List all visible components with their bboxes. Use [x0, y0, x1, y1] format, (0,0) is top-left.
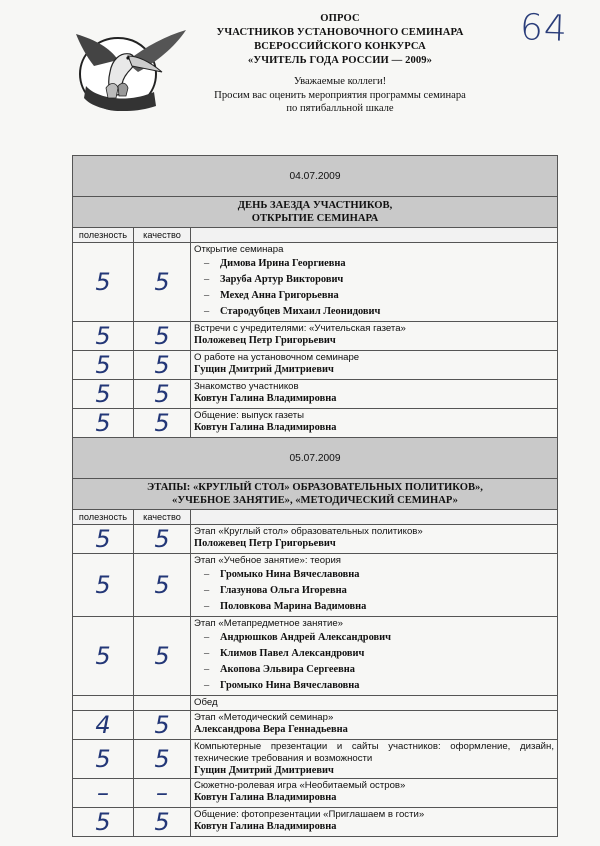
table-row: [73, 409, 558, 438]
event-title: Компьютерные презентации и сайты участников: оформление, дизайн, технические требования и возможности: [194, 741, 554, 764]
quality-score[interactable]: 5: [134, 525, 191, 554]
event-cell: [191, 351, 558, 380]
speaker: – Акопова Эльвира Сергеевна: [194, 662, 554, 678]
table-row: [73, 779, 558, 808]
day-title: [73, 197, 558, 228]
quality-score[interactable]: 5: [134, 808, 191, 837]
usefulness-score[interactable]: 5: [73, 525, 134, 554]
table-row: [73, 351, 558, 380]
usefulness-score[interactable]: 5: [73, 808, 134, 837]
column-header-row: [73, 228, 558, 243]
speaker: – Андрюшков Андрей Александрович: [194, 630, 554, 646]
day-title-line: ДЕНЬ ЗАЕЗДА УЧАСТНИКОВ,: [237, 200, 393, 211]
col-event: [191, 228, 558, 243]
event-title: Этап «Метапредметное занятие»: [194, 618, 343, 629]
speaker: Положевец Петр Григорьевич: [194, 335, 336, 346]
header-line: УЧАСТНИКОВ УСТАНОВОЧНОГО СЕМИНАРА: [216, 27, 464, 38]
usefulness-score[interactable]: 5: [73, 243, 134, 322]
quality-score[interactable]: 5: [134, 409, 191, 438]
day-title: [73, 479, 558, 510]
table-row: [73, 554, 558, 617]
event-cell: [191, 525, 558, 554]
table-row: [73, 380, 558, 409]
quality-score[interactable]: 5: [134, 351, 191, 380]
quality-score[interactable]: 5: [134, 243, 191, 322]
event-cell: [191, 243, 558, 322]
day-title-row: [73, 479, 558, 510]
speaker: – Громыко Нина Вячеславовна: [194, 567, 554, 583]
event-cell: [191, 380, 558, 409]
survey-table: [72, 155, 558, 837]
usefulness-score: [73, 696, 134, 711]
speaker: Ковтун Галина Владимировна: [194, 422, 337, 433]
day-title-row: [73, 197, 558, 228]
usefulness-score[interactable]: –: [73, 779, 134, 808]
event-title: Этап «Учебное занятие»: теория: [194, 555, 341, 566]
day-date: 05.07.2009: [73, 438, 558, 479]
quality-score[interactable]: 5: [134, 554, 191, 617]
usefulness-score[interactable]: 5: [73, 554, 134, 617]
usefulness-score[interactable]: 4: [73, 711, 134, 740]
event-title: Открытие семинара: [194, 244, 284, 255]
header-line: «УЧИТЕЛЬ ГОДА РОССИИ — 2009»: [247, 55, 433, 66]
speaker: – Глазунова Ольга Игоревна: [194, 583, 554, 599]
day-title-line: «УЧЕБНОЕ ЗАНЯТИЕ», «МЕТОДИЧЕСКИЙ СЕМИНАР»: [172, 495, 458, 506]
speaker: Положевец Петр Григорьевич: [194, 538, 336, 549]
quality-score[interactable]: 5: [134, 322, 191, 351]
quality-score[interactable]: 5: [134, 711, 191, 740]
usefulness-score[interactable]: 5: [73, 322, 134, 351]
col-quality: качество: [134, 510, 191, 525]
usefulness-score[interactable]: 5: [73, 351, 134, 380]
col-usefulness: полезность: [73, 510, 134, 525]
speaker: – Половкова Марина Вадимовна: [194, 599, 554, 615]
event-title: Этап «Методический семинар»: [194, 712, 334, 723]
speaker: – Димова Ирина Георгиевна: [194, 256, 554, 272]
usefulness-score[interactable]: 5: [73, 740, 134, 779]
speaker: Ковтун Галина Владимировна: [194, 393, 337, 404]
table-row: [73, 696, 558, 711]
col-quality: качество: [134, 228, 191, 243]
table-row: [73, 711, 558, 740]
speaker: – Заруба Артур Викторович: [194, 272, 554, 288]
quality-score: [134, 696, 191, 711]
event-title: Обед: [194, 697, 218, 708]
day-title-line: ЭТАПЫ: «КРУГЛЫЙ СТОЛ» ОБРАЗОВАТЕЛЬНЫХ ПОЛИТИКОВ»,: [147, 482, 483, 493]
header-line: ОПРОС: [320, 13, 360, 24]
quality-score[interactable]: 5: [134, 617, 191, 696]
speaker: – Климов Павел Александрович: [194, 646, 554, 662]
table-row: [73, 243, 558, 322]
event-cell: [191, 779, 558, 808]
speaker: Александрова Вера Геннадьевна: [194, 724, 348, 735]
day-date: 04.07.2009: [73, 156, 558, 197]
event-title: Этап «Круглый стол» образовательных политиков»: [194, 526, 423, 537]
event-cell: [191, 617, 558, 696]
handwritten-page-number: 64: [519, 7, 569, 50]
table-row: [73, 740, 558, 779]
quality-score[interactable]: 5: [134, 740, 191, 779]
col-usefulness: полезность: [73, 228, 134, 243]
speaker: Ковтун Галина Владимировна: [194, 821, 337, 833]
event-title: Встречи с учредителями: «Учительская газета»: [194, 323, 406, 334]
speaker: – Мехед Анна Григорьевна: [194, 288, 554, 304]
col-event: [191, 510, 558, 525]
quality-score[interactable]: –: [134, 779, 191, 808]
header-line: ВСЕРОССИЙСКОГО КОНКУРСА: [254, 41, 426, 52]
usefulness-score[interactable]: 5: [73, 617, 134, 696]
event-title: Сюжетно-ролевая игра «Необитаемый остров»: [194, 780, 406, 792]
event-cell: [191, 554, 558, 617]
day-title-line: ОТКРЫТИЕ СЕМИНАРА: [251, 213, 379, 224]
pelican-logo: [66, 26, 188, 112]
speaker: Гущин Дмитрий Дмитриевич: [194, 364, 334, 375]
event-title: Общение: выпуск газеты: [194, 410, 305, 421]
usefulness-score[interactable]: 5: [73, 380, 134, 409]
date-row: [73, 156, 558, 197]
greeting: Уважаемые коллеги!: [293, 76, 387, 87]
speaker: – Стародубцев Михаил Леонидович: [194, 304, 554, 320]
event-cell: [191, 409, 558, 438]
column-header-row: [73, 510, 558, 525]
event-cell: [191, 808, 558, 837]
event-title: О работе на установочном семинаре: [194, 352, 360, 363]
survey-header: [190, 12, 490, 116]
speaker: Гущин Дмитрий Дмитриевич: [194, 765, 334, 776]
event-cell: [191, 740, 558, 779]
event-cell: [191, 322, 558, 351]
speaker: Ковтун Галина Владимировна: [194, 792, 337, 804]
quality-score[interactable]: 5: [134, 380, 191, 409]
date-row: [73, 438, 558, 479]
event-title: Знакомство участников: [194, 381, 299, 392]
request-line: Просим вас оценить мероприятия программы семинара: [214, 89, 466, 101]
table-row: [73, 525, 558, 554]
event-cell: [191, 711, 558, 740]
speaker: – Громыко Нина Вячеславовна: [194, 678, 554, 694]
usefulness-score[interactable]: 5: [73, 409, 134, 438]
event-title: Общение: фотопрезентации «Приглашаем в гости»: [194, 809, 425, 821]
table-row: [73, 808, 558, 837]
table-row: [73, 617, 558, 696]
table-row: [73, 322, 558, 351]
intro-text: [190, 75, 490, 116]
request-line: по пятибалльной шкале: [286, 103, 394, 114]
event-cell: [191, 696, 558, 711]
